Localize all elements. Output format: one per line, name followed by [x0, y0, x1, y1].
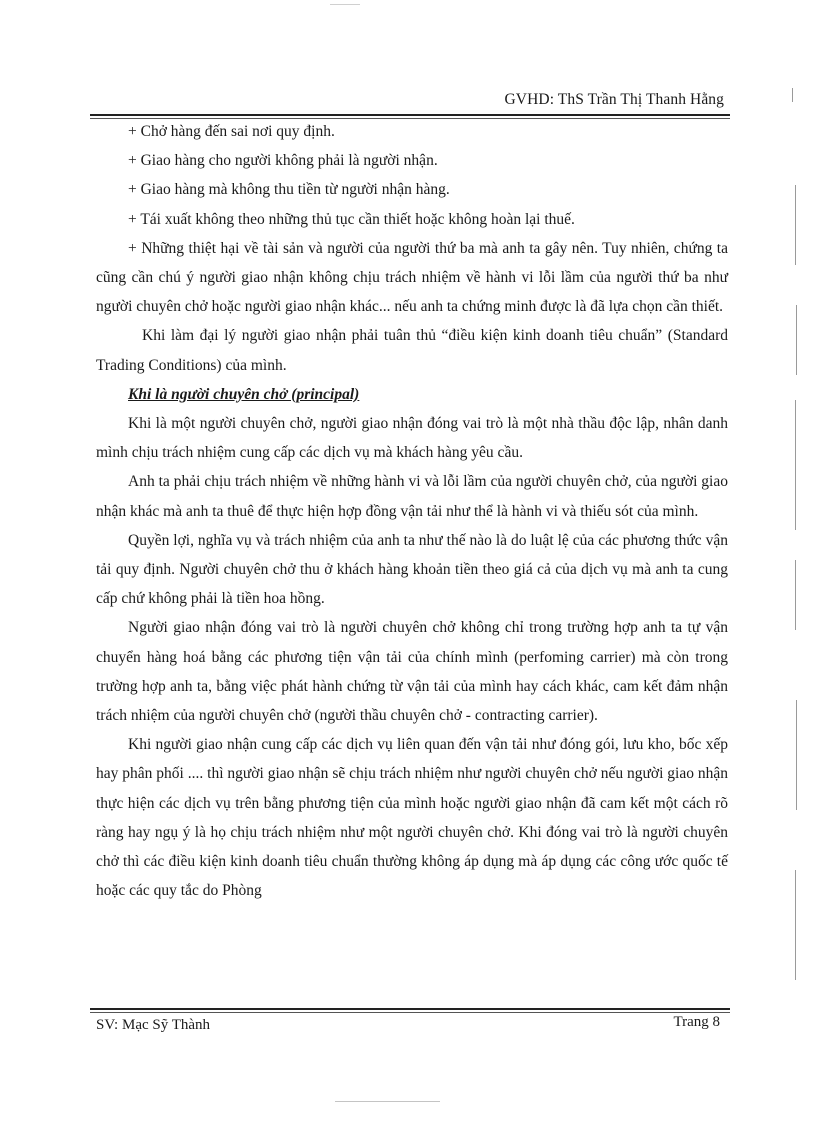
- scan-artifact: [335, 1101, 440, 1102]
- scan-artifact: [795, 560, 796, 630]
- scan-artifact: [796, 700, 797, 810]
- paragraph-principal-role: Khi là một người chuyên chở, người giao nhận đóng vai trò là một nhà thầu độc lập, nhân danh mình chịu trách nhiệm cung cấp các dịch vụ mà khách hàng yêu cầu.: [96, 415, 728, 462]
- header-rule-thick: [90, 114, 730, 116]
- bullet-wrong-recipient: + Giao hàng cho người không phải là người nhận.: [128, 152, 438, 170]
- scan-artifact: [795, 870, 796, 980]
- bullet-third-party-damage: + Những thiệt hại về tài sản và người của người thứ ba mà anh ta gây nên. Tuy nhiên, chứng ta cũng cần chú ý người giao nhận không chịu trách nhiệm về hành vi lỗi lầm của người thứ ba như người chuyên chở hoặc người giao nhận khác... nếu anh ta chứng minh được là đã lựa chọn cần thiết.: [96, 239, 728, 316]
- scan-artifact: [330, 4, 360, 5]
- scan-artifact: [792, 88, 793, 102]
- paragraph-carrier-cases: Người giao nhận đóng vai trò là người chuyên chở không chỉ trong trường hợp anh ta tự vận chuyển hàng hoá bằng các phương tiện vận tải của chính mình (perfoming carrier) mà còn trong trường hợp anh ta, bằng việc phát hành chứng từ vận tải của mình hay cách khác, cam kết đảm nhận trách nhiệm của người chuyên chở (người thầu chuyên chở - contracting carrier).: [96, 619, 728, 725]
- paragraph-agent-conditions: Khi làm đại lý người giao nhận phải tuân thủ “điều kiện kinh doanh tiêu chuẩn” (Standard Trading Conditions) của mình.: [96, 327, 728, 374]
- bullet-no-payment: + Giao hàng mà không thu tiền từ người nhận hàng.: [128, 181, 450, 199]
- footer-page-number: Trang 8: [673, 1014, 720, 1030]
- footer-rule-thin: [90, 1012, 730, 1013]
- section-heading-principal: Khi là người chuyên chở (principal): [128, 385, 360, 403]
- paragraph-responsibility: Anh ta phải chịu trách nhiệm về những hành vi và lỗi lầm của người chuyên chở, của người giao nhận khác mà anh ta thuê để thực hiện hợp đồng vận tải như thể là hành vi và thiếu sót của mình.: [96, 473, 728, 520]
- scan-artifact: [795, 400, 796, 530]
- paragraph-related-services: Khi người giao nhận cung cấp các dịch vụ liên quan đến vận tải như đóng gói, lưu kho, bốc xếp hay phân phối .... thì người giao nhận sẽ chịu trách nhiệm như người chuyên chở nếu người giao nhận thực hiện các dịch vụ trên bằng phương tiện của mình hoặc người giao nhận đã cam kết một cách rõ ràng hay ngụ ý là họ chịu trách nhiệm như một người chuyên chở. Khi đóng vai trò là người chuyên chở thì các điều kiện kinh doanh tiêu chuẩn thường không áp dụng mà áp dụng các công ước quốc tế hoặc các quy tắc do Phòng: [96, 736, 728, 900]
- scan-artifact: [796, 305, 797, 375]
- scan-artifact: [795, 185, 796, 265]
- bullet-reexport: + Tái xuất không theo những thủ tục cần thiết hoặc không hoàn lại thuế.: [128, 210, 575, 228]
- body-text: [96, 117, 728, 905]
- footer-student: SV: Mạc Sỹ Thành: [96, 1017, 211, 1033]
- bullet-wrong-place: + Chở hàng đến sai nơi quy định.: [128, 123, 335, 140]
- header-supervisor: GVHD: ThS Trần Thị Thanh Hằng: [504, 91, 724, 108]
- paragraph-rights-duties: Quyền lợi, nghĩa vụ và trách nhiệm của anh ta như thế nào là do luật lệ của các phương thức vận tải quy định. Người chuyên chở thu ở khách hàng khoản tiền theo giá cả của dịch vụ mà anh ta cung cấp chứ không phải là tiền hoa hồng.: [96, 531, 728, 608]
- footer-rule-thick: [90, 1008, 730, 1010]
